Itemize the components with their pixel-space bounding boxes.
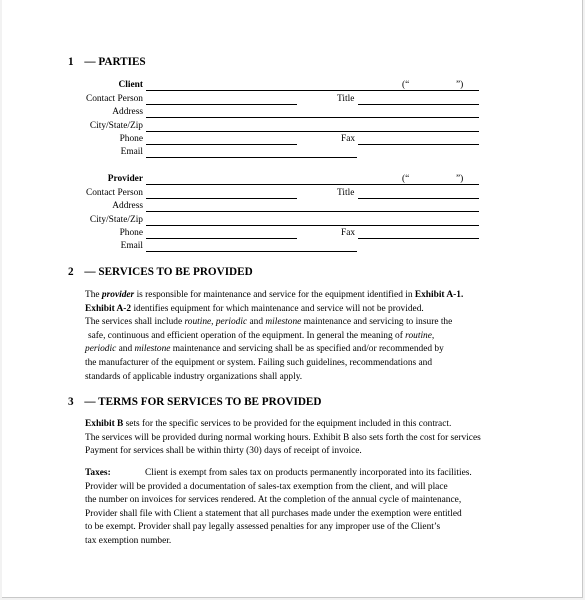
text-line: periodic and milestone maintenance and servicing shall be as specified and/or recommended by	[85, 344, 444, 355]
client-city-label: City/State/Zip	[89, 121, 143, 131]
text-line: safe, continuous and efficient operation of the equipment. In general the meaning of routine,	[88, 330, 435, 341]
section-title: — TERMS FOR SERVICES TO BE PROVIDED	[84, 396, 322, 408]
provider-phone-label: Phone	[119, 228, 143, 238]
provider-address-field[interactable]	[146, 211, 479, 212]
text-line: Payment for services shall be within thirty (30) days of receipt of invoice.	[85, 446, 362, 457]
provider-fax-field[interactable]	[358, 238, 479, 239]
section-2-heading	[68, 266, 253, 278]
services-paragraph	[85, 289, 463, 384]
client-quote-close: ”)	[456, 80, 464, 90]
section-1-heading	[68, 56, 146, 68]
provider-field[interactable]	[146, 184, 479, 185]
client-address-label: Address	[112, 107, 143, 117]
text-line: The services shall include routine, periodic and milestone maintenance and servicing to insure the	[85, 317, 453, 328]
client-phone-field[interactable]	[146, 144, 297, 145]
client-field[interactable]	[146, 90, 479, 91]
client-title-field[interactable]	[358, 104, 479, 105]
provider-title-label: Title	[337, 188, 355, 198]
client-email-label: Email	[120, 147, 143, 157]
provider-city-field[interactable]	[146, 225, 479, 226]
client-title-label: Title	[337, 94, 355, 104]
client-contact-field[interactable]	[146, 104, 297, 105]
provider-title-field[interactable]	[358, 198, 479, 199]
provider-quote-open: (“	[402, 174, 410, 184]
text-line: Taxes: Client is exempt from sales tax on products permanently incorporated into its facilities.	[85, 467, 472, 481]
client-phone-label: Phone	[119, 134, 143, 144]
section-title: — SERVICES TO BE PROVIDED	[84, 266, 253, 278]
section-title: — PARTIES	[84, 56, 146, 68]
provider-fax-label: Fax	[341, 228, 356, 238]
provider-contact-label: Contact Person	[85, 188, 143, 198]
client-quote-open: (“	[402, 80, 410, 90]
provider-phone-field[interactable]	[146, 238, 297, 239]
client-fax-label: Fax	[341, 134, 356, 144]
text-line: tax exemption number.	[85, 535, 172, 546]
section-3-heading	[68, 396, 321, 408]
client-fax-field[interactable]	[358, 144, 479, 145]
provider-email-field[interactable]	[146, 251, 357, 252]
client-email-field[interactable]	[146, 157, 357, 158]
text-line: The provider is responsible for maintenance and service for the equipment identified in Exhibit A-1.	[85, 290, 464, 300]
text-line: Exhibit A-2 identifies equipment for which maintenance and service will not be provided.	[85, 303, 424, 314]
section-number: 1	[68, 56, 74, 68]
client-contact-label: Contact Person	[85, 94, 143, 104]
text-line: Provider will be provided a documentation of sales-tax exemption from the client, and will place	[85, 481, 448, 492]
client-address-field[interactable]	[146, 117, 479, 118]
text-line: the manufacturer of the equipment or system. Failing such guidelines, recommendations and	[85, 357, 433, 368]
section-number: 2	[68, 266, 74, 278]
provider-address-label: Address	[112, 201, 143, 211]
terms-paragraph	[85, 418, 481, 459]
text-line: Provider shall file with Client a statement that all purchases made under the exemption were entitled	[85, 508, 462, 519]
section-number: 3	[68, 396, 74, 408]
text-line: Exhibit B sets for the specific services to be provided for the equipment included in this contract.	[85, 419, 452, 429]
provider-city-label: City/State/Zip	[89, 215, 143, 225]
client-label: Client	[118, 80, 143, 90]
text-line: the number on invoices for services rendered. At the completion of the annual cycle of maintenance,	[85, 495, 462, 506]
provider-quote-close: ”)	[456, 174, 464, 184]
text-line: The services will be provided during normal working hours. Exhibit B also sets forth the cost for services	[85, 432, 481, 443]
provider-contact-field[interactable]	[146, 198, 297, 199]
provider-email-label: Email	[120, 241, 143, 251]
text-line: to be exempt. Provider shall pay legally assessed penalties for any improper use of the Client’s	[85, 522, 441, 533]
document-page	[2, 0, 583, 598]
taxes-paragraph	[85, 467, 472, 549]
client-city-field[interactable]	[146, 131, 479, 132]
provider-label: Provider	[107, 174, 143, 184]
text-line: standards of applicable industry organizations shall apply.	[85, 371, 303, 382]
taxes-label: Taxes:	[85, 468, 111, 478]
